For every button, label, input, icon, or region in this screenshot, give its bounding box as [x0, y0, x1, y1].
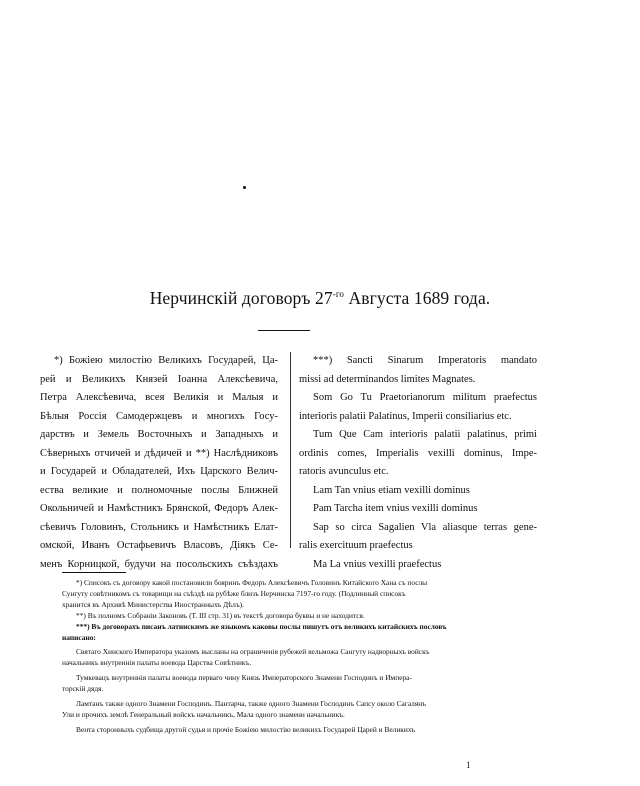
footnote-rule — [62, 572, 126, 573]
russian-line: менъ Корницкой, будучи на посольскихъ съѣздахъ — [40, 559, 278, 571]
footnote-line: написано: — [62, 632, 96, 642]
russian-line: дарствъ и Земель Восточныхъ и Западныхъ и — [40, 429, 278, 441]
footnote-line: Святаго Хинского Императора указомъ высланы на ограниченiя рубежей вельможа Сангуту надворныхъ войскъ — [76, 647, 430, 657]
page-number: 1 — [466, 760, 471, 770]
latin-line: Lam Tan vnius etiam vexilli dominus — [313, 484, 470, 496]
latin-line: interioris palatii Palatinus, Imperii consiliarius etc. — [299, 410, 512, 422]
footnote-line: ***) Въ договорахъ писанъ латинскимъ же языкомъ каковы послы пишутъ отъ великихъ китайскихъ пословъ — [76, 621, 447, 631]
russian-line: сѣевичъ Головинъ, Стольникъ и Намѣстникъ Елат- — [40, 521, 278, 533]
russian-line: омской, Иванъ Остафьевичъ Власовъ, Дiякъ Се- — [40, 540, 278, 552]
footnote-line: Ламтанъ также одного Знамени Господинъ. Пантарча, также одного Знамени Господинъ Сапсу около Сагалянъ — [76, 699, 427, 709]
footnote-line: Вента сторонныхъ судбища другой судья и прочiе Божiею милостiю великихъ Государей Царей и Великихъ — [76, 724, 416, 734]
latin-line: Som Go Tu Praetorianorum militum praefectus — [313, 392, 537, 404]
latin-line: Sap so circa Sagalien Vla aliasque terras gene- — [313, 521, 537, 533]
russian-line: *) Божiею милостiю Великихъ Государей, Ца- — [54, 355, 278, 366]
russian-line: Бѣлыя Россiя Самодержцевъ и многихъ Госу- — [40, 410, 278, 422]
footnote-line: Тумкевацъ внутреннiя палаты воевода перваго чину Князь Императорского Знамени Господинъ и Импера- — [76, 673, 412, 683]
footnote-line: Ули и прочихъ землѣ Генеральный войскъ начальникъ, Мала одного знамени начальникъ. — [62, 709, 345, 719]
title-superscript: -го — [332, 289, 344, 299]
russian-line: Окольничей и Намѣстникъ Брянской, Федоръ Алек- — [40, 503, 278, 515]
footnote-line: **) Въ полномъ Собранiи Законовъ (Т. III стр. 31) въ текстѣ договора буквы и не находится. — [76, 610, 365, 620]
latin-line: ***) Sancti Sinarum Imperatoris mandato — [313, 355, 537, 366]
russian-column — [40, 352, 278, 575]
latin-line: Ma La vnius vexilli praefectus — [313, 559, 442, 571]
footnote-line: *) Списокъ съ договору какой постановили бояринъ Федоръ Алексѣевичъ Головинъ Китайского Хана съ послы — [76, 578, 428, 587]
russian-line: рей и Великихъ Князей Iоанна Алексѣевича, — [40, 373, 278, 385]
latin-line: ralis exercituum praefectus — [299, 540, 413, 552]
title-rule — [258, 330, 310, 331]
latin-line: ratoris avunculus etc. — [299, 466, 389, 478]
latin-line: Tum Que Cam interioris palatii palatinus, primi — [313, 429, 537, 441]
footnote-line: начальникъ внутреннiя палаты воевода Царства Совѣтникъ. — [62, 658, 252, 668]
page-title — [0, 288, 640, 309]
footnotes — [62, 578, 528, 736]
title-date: Августа 1689 года. — [344, 288, 491, 308]
footnote-line: Сунгуту совѣтникомъ съ товарищи на съѣздѣ на рубѣже близъ Нерчинска 7197-го году. (Подлинный списокъ — [62, 588, 406, 598]
ink-dot — [243, 186, 246, 189]
latin-column — [290, 352, 537, 571]
latin-line: Pam Tarcha item vnius vexilli dominus — [313, 503, 478, 515]
russian-line: и Государей и Обладателей, Ихъ Царского Велич- — [40, 466, 278, 478]
latin-line: missi ad determinandos limites Magnates. — [299, 373, 476, 385]
latin-line: ordinis comes, Imperialis vexilli dominus, Impe- — [299, 447, 537, 459]
footnote-line: хранится въ Архивѣ Министерства Иностранныхъ Дѣлъ). — [62, 599, 244, 609]
russian-line: Петра Алексѣевича, всея Великiя и Малыя и — [40, 392, 278, 404]
footnote-line: торскiй дядя. — [62, 684, 104, 694]
title-main: Нерчинскiй договоръ 27 — [149, 288, 333, 308]
russian-line: ества великие и полномочные послы Ближней — [40, 484, 278, 496]
russian-line: Сѣверныхъ отчичей и дѣдичей и **) Наслѣдниковъ — [40, 447, 278, 459]
